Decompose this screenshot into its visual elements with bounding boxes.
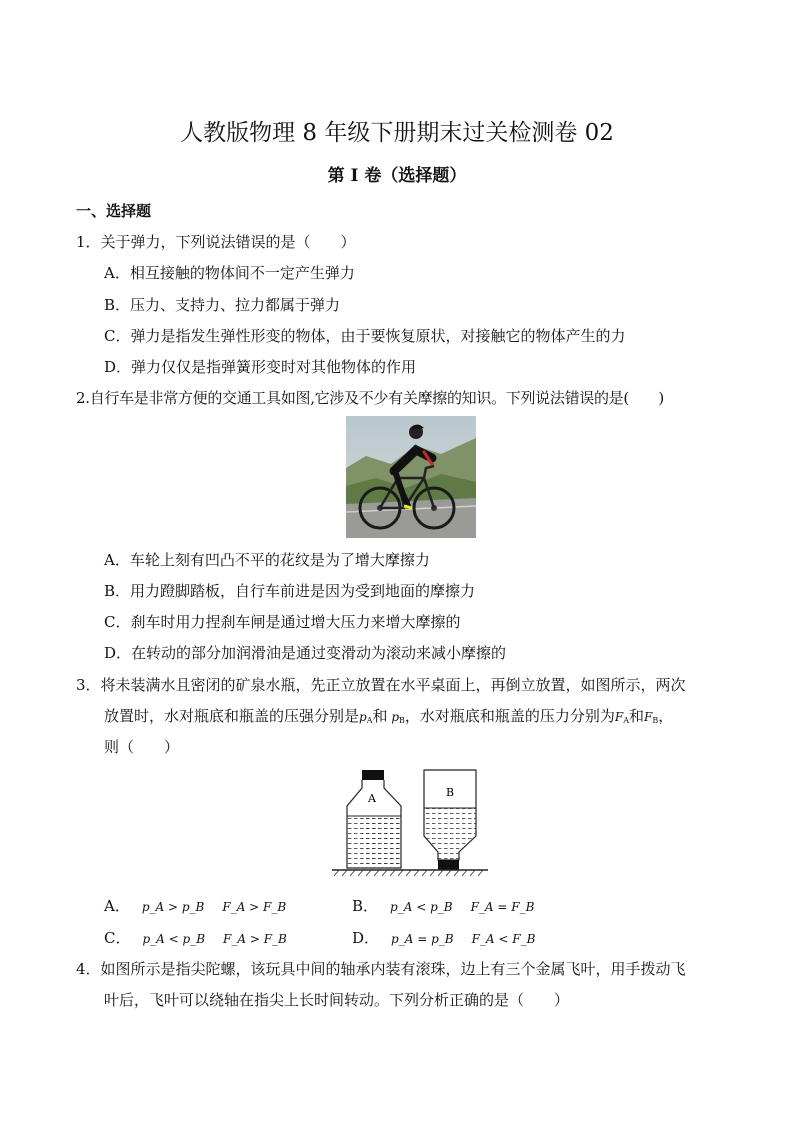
question-1-option-b: B．压力、支持力、拉力都属于弹力 bbox=[104, 296, 341, 314]
question-2-stem: 2.自行车是非常方便的交通工具如图,它涉及不少有关摩擦的知识。下列说法错误的是( ) bbox=[76, 389, 664, 407]
cyclist-photo bbox=[346, 416, 476, 538]
question-1-option-c: C．弹力是指发生弹性形变的物体，由于要恢复原状，对接触它的物体产生的力 bbox=[104, 327, 626, 345]
question-3-line-1: 3．将未装满水且密闭的矿泉水瓶，先正立放置在水平桌面上，再倒立放置，如图所示，两次 bbox=[76, 676, 686, 694]
question-3-line-2: 放置时，水对瓶底和瓶盖的压强分别是$p_A$和 $p_B$，水对瓶底和瓶盖的压力分别为$F_A$和$F_B$， bbox=[104, 707, 674, 725]
question-2-option-a: A．车轮上刻有凹凸不平的花纹是为了增大摩擦力 bbox=[104, 551, 430, 569]
var-pB: $p_B$ bbox=[391, 710, 405, 725]
question-4-line-1: 4．如图所示是指尖陀螺，该玩具中间的轴承内装有滚珠，边上有三个金属飞叶，用手拨动飞 bbox=[76, 960, 686, 978]
var-FA: $F_A$ bbox=[614, 710, 630, 725]
bottle-b-label: B bbox=[445, 786, 455, 799]
question-4-line-2: 叶后，飞叶可以绕轴在指尖上长时间转动。下列分析正确的是（ ） bbox=[104, 991, 570, 1009]
question-3-line-3: 则（ ） bbox=[104, 738, 180, 756]
var-pA: $p_A$ bbox=[359, 710, 373, 725]
question-3-option-d: D． p_A = p_B F_A < F_B bbox=[352, 929, 536, 947]
question-2-option-b: B．用力蹬脚踏板，自行车前进是因为受到地面的摩擦力 bbox=[104, 582, 476, 600]
question-3-option-c: C． p_A < p_B F_A > F_B bbox=[104, 929, 287, 947]
question-1-option-a: A．相互接触的物体间不一定产生弹力 bbox=[104, 264, 355, 282]
question-3-option-b: B． p_A < p_B F_A = F_B bbox=[352, 897, 535, 915]
question-3-option-a: A． p_A > p_B F_A > F_B bbox=[104, 897, 287, 915]
var-FB: $F_B$ bbox=[644, 710, 659, 725]
bottle-a-cap bbox=[362, 770, 384, 780]
page-title: 人教版物理 8 年级下册期末过关检测卷 02 bbox=[180, 120, 614, 146]
question-1-option-d: D．弹力仅仅是指弹簧形变时对其他物体的作用 bbox=[104, 358, 417, 376]
bottles-diagram bbox=[330, 766, 490, 884]
bottle-a-label: A bbox=[368, 792, 376, 805]
question-2-option-c: C．刹车时用力捏刹车闸是通过增大压力来增大摩擦的 bbox=[104, 613, 461, 631]
question-1-stem: 1．关于弹力，下列说法错误的是（ ） bbox=[76, 233, 356, 251]
section-heading: 一、选择题 bbox=[76, 202, 152, 220]
bottle-b-cap bbox=[438, 860, 459, 870]
question-2-option-d: D．在转动的部分加润滑油是通过变滑动为滚动来减小摩擦的 bbox=[104, 644, 507, 662]
page-subtitle: 第 I 卷（选择题） bbox=[327, 166, 467, 186]
